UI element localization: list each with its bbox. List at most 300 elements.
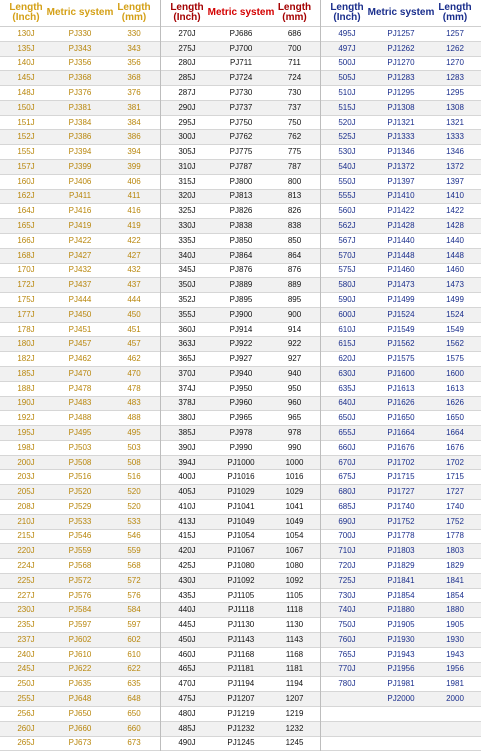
table-header bbox=[321, 0, 481, 27]
cell-length-mm: 900 bbox=[287, 309, 302, 319]
cell-length-inch: 770J bbox=[338, 664, 356, 674]
cell-length-mm: 960 bbox=[287, 398, 302, 408]
table-row bbox=[161, 485, 320, 500]
cell-metric-system: PJ648 bbox=[68, 694, 92, 704]
cell-metric-system: PJ1880 bbox=[387, 605, 415, 615]
cell-length-mm: 838 bbox=[287, 221, 302, 231]
cell-length-mm: 559 bbox=[127, 546, 141, 556]
cell-length-inch: 560J bbox=[338, 206, 356, 216]
cell-length-mm: 516 bbox=[127, 472, 141, 482]
cell-length-inch: 635J bbox=[338, 383, 356, 393]
cell-length-inch: 290J bbox=[178, 102, 196, 112]
cell-metric-system: PJ1460 bbox=[387, 265, 415, 275]
cell-length-inch: 440J bbox=[178, 605, 196, 615]
cell-metric-system: PJ437 bbox=[68, 280, 92, 290]
cell-length-inch: 490J bbox=[178, 738, 196, 748]
cell-metric-system: PJ572 bbox=[68, 575, 92, 585]
table-row bbox=[321, 426, 481, 441]
table-row bbox=[0, 42, 160, 57]
cell-metric-system: PJ900 bbox=[229, 309, 253, 319]
cell-metric-system: PJ503 bbox=[68, 442, 92, 452]
table-row bbox=[161, 352, 320, 367]
cell-length-inch: 210J bbox=[17, 516, 35, 526]
cell-length-inch: 152J bbox=[17, 132, 35, 142]
cell-length-mm: 1930 bbox=[446, 634, 464, 644]
table-row bbox=[0, 278, 160, 293]
cell-length-inch: 540J bbox=[338, 161, 356, 171]
cell-length-inch: 240J bbox=[17, 649, 35, 659]
table-header bbox=[161, 0, 320, 27]
cell-length-mm: 1207 bbox=[285, 694, 304, 704]
cell-length-inch: 255J bbox=[17, 694, 35, 704]
cell-length-inch: 157J bbox=[17, 161, 35, 171]
cell-length-mm: 1194 bbox=[285, 679, 304, 689]
cell-length-inch: 520J bbox=[338, 117, 356, 127]
table-row bbox=[321, 308, 481, 323]
cell-length-inch: 730J bbox=[338, 590, 356, 600]
table-row bbox=[161, 145, 320, 160]
cell-length-mm: 965 bbox=[287, 413, 302, 423]
table-row bbox=[0, 57, 160, 72]
cell-metric-system: PJ1440 bbox=[387, 235, 415, 245]
cell-length-mm: 568 bbox=[127, 561, 141, 571]
cell-metric-system: PJ1613 bbox=[387, 383, 415, 393]
table-body bbox=[161, 27, 320, 751]
cell-length-inch: 190J bbox=[17, 398, 35, 408]
cell-length-inch: 720J bbox=[338, 561, 356, 571]
table-row bbox=[321, 204, 481, 219]
cell-metric-system: PJ800 bbox=[229, 176, 253, 186]
cell-length-mm: 384 bbox=[127, 117, 141, 127]
table-row bbox=[321, 737, 481, 751]
cell-length-inch: 780J bbox=[338, 679, 356, 689]
table-row bbox=[321, 603, 481, 618]
cell-length-inch: 192J bbox=[17, 413, 35, 423]
cell-metric-system: PJ950 bbox=[229, 383, 253, 393]
cell-length-mm: 597 bbox=[127, 620, 141, 630]
cell-metric-system: PJ850 bbox=[229, 235, 253, 245]
cell-length-inch: 470J bbox=[178, 679, 196, 689]
table-row bbox=[321, 116, 481, 131]
cell-length-mm: 437 bbox=[127, 280, 141, 290]
table-row bbox=[0, 86, 160, 101]
table-row bbox=[321, 515, 481, 530]
cell-length-inch: 310J bbox=[178, 161, 196, 171]
cell-length-inch: 475J bbox=[178, 694, 196, 704]
cell-metric-system: PJ399 bbox=[68, 161, 92, 171]
cell-length-mm: 457 bbox=[127, 339, 141, 349]
cell-length-inch: 135J bbox=[17, 43, 35, 53]
cell-metric-system: PJ1715 bbox=[387, 472, 415, 482]
cell-metric-system: PJ559 bbox=[68, 546, 92, 556]
table-row bbox=[161, 130, 320, 145]
cell-metric-system: PJ422 bbox=[68, 235, 92, 245]
cell-metric-system: PJ622 bbox=[68, 664, 92, 674]
cell-metric-system: PJ1562 bbox=[387, 339, 415, 349]
cell-length-mm: 376 bbox=[127, 88, 141, 98]
table-row bbox=[161, 160, 320, 175]
cell-length-mm: 419 bbox=[127, 221, 141, 231]
header-length-inch: Length (Inch) bbox=[9, 2, 43, 23]
cell-length-inch: 162J bbox=[17, 191, 35, 201]
cell-metric-system: PJ1410 bbox=[387, 191, 415, 201]
cell-length-inch: 630J bbox=[338, 368, 356, 378]
cell-metric-system: PJ1752 bbox=[387, 516, 415, 526]
cell-length-mm: 1181 bbox=[285, 664, 304, 674]
cell-metric-system: PJ1029 bbox=[227, 487, 255, 497]
cell-metric-system: PJ1262 bbox=[387, 43, 415, 53]
cell-length-inch: 550J bbox=[338, 176, 356, 186]
cell-metric-system: PJ343 bbox=[68, 43, 92, 53]
cell-length-inch: 690J bbox=[338, 516, 356, 526]
cell-length-inch: 198J bbox=[17, 442, 35, 452]
cell-length-inch: 177J bbox=[17, 309, 35, 319]
table-row bbox=[161, 707, 320, 722]
cell-length-mm: 1943 bbox=[446, 649, 464, 659]
table-row bbox=[161, 382, 320, 397]
table-row bbox=[0, 116, 160, 131]
cell-length-mm: 343 bbox=[127, 43, 141, 53]
cell-length-mm: 850 bbox=[287, 235, 302, 245]
table-row bbox=[0, 456, 160, 471]
cell-metric-system: PJ700 bbox=[229, 43, 253, 53]
cell-length-inch: 140J bbox=[17, 58, 35, 68]
cell-length-inch: 305J bbox=[178, 147, 196, 157]
cell-length-inch: 425J bbox=[178, 561, 196, 571]
table-body bbox=[321, 27, 481, 751]
cell-metric-system: PJ813 bbox=[229, 191, 253, 201]
cell-length-inch: 670J bbox=[338, 457, 356, 467]
cell-metric-system: PJ762 bbox=[229, 132, 253, 142]
table-row bbox=[321, 722, 481, 737]
cell-length-mm: 724 bbox=[287, 73, 302, 83]
cell-length-mm: 1460 bbox=[446, 265, 464, 275]
cell-metric-system: PJ533 bbox=[68, 516, 92, 526]
cell-length-inch: 363J bbox=[178, 339, 196, 349]
cell-metric-system: PJ1803 bbox=[387, 546, 415, 556]
cell-length-inch: 205J bbox=[17, 487, 35, 497]
cell-length-mm: 1880 bbox=[446, 605, 464, 615]
cell-length-mm: 1219 bbox=[285, 708, 304, 718]
cell-length-mm: 444 bbox=[127, 294, 141, 304]
cell-length-inch: 195J bbox=[17, 427, 35, 437]
cell-length-mm: 1283 bbox=[446, 73, 464, 83]
cell-length-mm: 546 bbox=[127, 531, 141, 541]
table-row bbox=[321, 382, 481, 397]
cell-length-inch: 335J bbox=[178, 235, 196, 245]
cell-length-mm: 2000 bbox=[446, 694, 464, 704]
cell-metric-system: PJ576 bbox=[68, 590, 92, 600]
cell-length-mm: 1245 bbox=[285, 738, 304, 748]
cell-length-mm: 1562 bbox=[446, 339, 464, 349]
cell-length-mm: 356 bbox=[127, 58, 141, 68]
table-row bbox=[0, 337, 160, 352]
size-table-block-3 bbox=[320, 0, 481, 751]
cell-metric-system: PJ775 bbox=[229, 147, 253, 157]
table-row bbox=[0, 204, 160, 219]
cell-length-inch: 145J bbox=[17, 73, 35, 83]
cell-length-mm: 1854 bbox=[446, 590, 464, 600]
table-row bbox=[0, 219, 160, 234]
table-header bbox=[0, 0, 160, 27]
cell-length-inch: 155J bbox=[17, 147, 35, 157]
cell-metric-system: PJ384 bbox=[68, 117, 92, 127]
table-row bbox=[321, 411, 481, 426]
cell-length-inch: 505J bbox=[338, 73, 356, 83]
cell-metric-system: PJ864 bbox=[229, 250, 253, 260]
table-row bbox=[161, 57, 320, 72]
cell-metric-system: PJ1118 bbox=[228, 605, 254, 615]
cell-length-inch: 465J bbox=[178, 664, 196, 674]
table-row bbox=[0, 190, 160, 205]
cell-metric-system: PJ965 bbox=[229, 413, 253, 423]
table-row bbox=[161, 603, 320, 618]
cell-length-mm: 1092 bbox=[285, 575, 304, 585]
cell-length-mm: 1841 bbox=[446, 575, 464, 585]
cell-length-inch: 345J bbox=[178, 265, 196, 275]
cell-length-inch: 182J bbox=[17, 354, 35, 364]
header-length-mm: Length (mm) bbox=[438, 2, 472, 23]
cell-length-inch: 188J bbox=[17, 383, 35, 393]
cell-length-inch: 480J bbox=[178, 708, 196, 718]
table-row bbox=[161, 574, 320, 589]
table-row bbox=[321, 663, 481, 678]
cell-length-mm: 495 bbox=[127, 427, 141, 437]
cell-metric-system: PJ529 bbox=[68, 501, 92, 511]
table-row bbox=[0, 397, 160, 412]
cell-length-mm: 650 bbox=[127, 708, 141, 718]
cell-metric-system: PJ520 bbox=[68, 487, 92, 497]
table-row bbox=[0, 692, 160, 707]
cell-length-inch: 750J bbox=[338, 620, 356, 630]
cell-metric-system: PJ1676 bbox=[387, 442, 415, 452]
cell-length-inch: 295J bbox=[178, 117, 196, 127]
cell-length-inch: 180J bbox=[17, 339, 35, 349]
table-row bbox=[321, 249, 481, 264]
table-row bbox=[321, 544, 481, 559]
table-row bbox=[0, 352, 160, 367]
cell-length-mm: 584 bbox=[127, 605, 141, 615]
table-row bbox=[321, 574, 481, 589]
cell-length-mm: 1778 bbox=[446, 531, 464, 541]
cell-length-inch: 600J bbox=[338, 309, 356, 319]
cell-length-inch: 530J bbox=[338, 147, 356, 157]
cell-length-mm: 1740 bbox=[446, 501, 464, 511]
cell-metric-system: PJ1549 bbox=[387, 324, 415, 334]
cell-metric-system: PJ1049 bbox=[227, 516, 255, 526]
cell-metric-system: PJ444 bbox=[68, 294, 92, 304]
cell-length-mm: 673 bbox=[127, 738, 141, 748]
cell-metric-system: PJ568 bbox=[68, 561, 92, 571]
cell-length-mm: 1000 bbox=[285, 457, 304, 467]
table-row bbox=[321, 633, 481, 648]
cell-metric-system: PJ1372 bbox=[387, 161, 415, 171]
cell-length-inch: 740J bbox=[338, 605, 356, 615]
table-row bbox=[0, 382, 160, 397]
cell-length-inch: 567J bbox=[338, 235, 356, 245]
cell-length-inch: 675J bbox=[338, 472, 356, 482]
cell-length-mm: 1473 bbox=[446, 280, 464, 290]
table-row bbox=[321, 707, 481, 722]
cell-metric-system: PJ1626 bbox=[387, 398, 415, 408]
cell-metric-system: PJ483 bbox=[68, 398, 92, 408]
table-row bbox=[321, 234, 481, 249]
cell-metric-system: PJ673 bbox=[68, 738, 92, 748]
cell-metric-system: PJ470 bbox=[68, 368, 92, 378]
cell-length-mm: 1321 bbox=[446, 117, 464, 127]
cell-metric-system: PJ394 bbox=[68, 147, 92, 157]
table-row bbox=[321, 500, 481, 515]
table-row bbox=[321, 337, 481, 352]
cell-length-inch: 685J bbox=[338, 501, 356, 511]
cell-length-mm: 1270 bbox=[446, 58, 464, 68]
table-row bbox=[0, 101, 160, 116]
table-row bbox=[0, 530, 160, 545]
cell-length-mm: 1029 bbox=[285, 487, 304, 497]
cell-length-mm: 876 bbox=[287, 265, 302, 275]
cell-metric-system: PJ1524 bbox=[387, 309, 415, 319]
table-row bbox=[321, 293, 481, 308]
table-row bbox=[0, 500, 160, 515]
cell-length-inch: 237J bbox=[17, 634, 35, 644]
table-row bbox=[0, 618, 160, 633]
cell-length-mm: 787 bbox=[287, 161, 302, 171]
cell-length-inch: 352J bbox=[178, 294, 196, 304]
table-row bbox=[161, 308, 320, 323]
table-row bbox=[161, 663, 320, 678]
cell-metric-system: PJ1664 bbox=[387, 427, 415, 437]
cell-length-mm: 826 bbox=[287, 206, 302, 216]
cell-length-inch: 350J bbox=[178, 280, 196, 290]
cell-length-inch: 151J bbox=[17, 117, 35, 127]
cell-length-mm: 1428 bbox=[446, 221, 464, 231]
cell-metric-system: PJ686 bbox=[229, 28, 253, 38]
cell-metric-system: PJ386 bbox=[68, 132, 92, 142]
table-row bbox=[161, 27, 320, 42]
table-row bbox=[161, 692, 320, 707]
cell-length-inch: 450J bbox=[178, 634, 196, 644]
cell-length-mm: 775 bbox=[287, 147, 302, 157]
cell-length-mm: 1232 bbox=[285, 723, 304, 733]
cell-metric-system: PJ1181 bbox=[227, 664, 255, 674]
cell-metric-system: PJ750 bbox=[229, 117, 253, 127]
cell-length-mm: 622 bbox=[127, 664, 141, 674]
table-row bbox=[321, 323, 481, 338]
cell-length-mm: 813 bbox=[287, 191, 302, 201]
cell-metric-system: PJ1283 bbox=[387, 73, 415, 83]
cell-length-inch: 765J bbox=[338, 649, 356, 659]
cell-metric-system: PJ1270 bbox=[387, 58, 415, 68]
table-row bbox=[161, 470, 320, 485]
cell-length-mm: 1016 bbox=[285, 472, 304, 482]
cell-metric-system: PJ1981 bbox=[387, 679, 415, 689]
table-row bbox=[0, 323, 160, 338]
cell-length-mm: 762 bbox=[287, 132, 302, 142]
cell-metric-system: PJ427 bbox=[68, 250, 92, 260]
cell-metric-system: PJ451 bbox=[68, 324, 92, 334]
cell-metric-system: PJ419 bbox=[68, 221, 92, 231]
cell-metric-system: PJ1702 bbox=[387, 457, 415, 467]
table-row bbox=[161, 219, 320, 234]
cell-length-inch: 420J bbox=[178, 546, 196, 556]
cell-metric-system: PJ1956 bbox=[387, 664, 415, 674]
table-row bbox=[321, 692, 481, 707]
cell-length-inch: 300J bbox=[178, 132, 196, 142]
table-row bbox=[0, 160, 160, 175]
cell-length-inch: 164J bbox=[17, 206, 35, 216]
cell-metric-system: PJ1600 bbox=[387, 368, 415, 378]
table-row bbox=[0, 515, 160, 530]
cell-length-mm: 427 bbox=[127, 250, 141, 260]
cell-length-inch: 385J bbox=[178, 427, 196, 437]
table-row bbox=[321, 42, 481, 57]
cell-length-mm: 990 bbox=[287, 442, 302, 452]
table-row bbox=[0, 544, 160, 559]
cell-length-inch: 370J bbox=[178, 368, 196, 378]
cell-length-mm: 411 bbox=[127, 191, 141, 201]
cell-length-inch: 620J bbox=[338, 354, 356, 364]
cell-length-inch: 590J bbox=[338, 294, 356, 304]
cell-length-inch: 315J bbox=[178, 176, 196, 186]
cell-length-mm: 1257 bbox=[446, 28, 464, 38]
cell-length-inch: 150J bbox=[17, 102, 35, 112]
table-row bbox=[161, 515, 320, 530]
table-row bbox=[161, 249, 320, 264]
cell-length-mm: 406 bbox=[127, 176, 141, 186]
cell-length-mm: 1956 bbox=[446, 664, 464, 674]
cell-length-inch: 570J bbox=[338, 250, 356, 260]
cell-length-inch: 640J bbox=[338, 398, 356, 408]
cell-length-mm: 1575 bbox=[446, 354, 464, 364]
table-row bbox=[161, 278, 320, 293]
cell-metric-system: PJ1575 bbox=[387, 354, 415, 364]
table-row bbox=[0, 264, 160, 279]
table-row bbox=[161, 722, 320, 737]
cell-metric-system: PJ488 bbox=[68, 413, 92, 423]
cell-length-mm: 1295 bbox=[446, 88, 464, 98]
cell-length-inch: 405J bbox=[178, 487, 196, 497]
cell-length-mm: 462 bbox=[127, 354, 141, 364]
cell-length-inch: 460J bbox=[178, 649, 196, 659]
cell-length-mm: 520 bbox=[127, 487, 141, 497]
cell-length-mm: 1168 bbox=[285, 649, 304, 659]
cell-length-inch: 497J bbox=[338, 43, 356, 53]
cell-metric-system: PJ1168 bbox=[227, 649, 255, 659]
cell-metric-system: PJ1257 bbox=[387, 28, 415, 38]
cell-metric-system: PJ826 bbox=[229, 206, 253, 216]
cell-length-inch: 760J bbox=[338, 634, 356, 644]
table-row bbox=[321, 559, 481, 574]
cell-length-mm: 1130 bbox=[285, 620, 304, 630]
cell-length-inch: 562J bbox=[338, 221, 356, 231]
cell-length-inch: 650J bbox=[338, 413, 356, 423]
table-row bbox=[0, 71, 160, 86]
cell-metric-system: PJ711 bbox=[229, 58, 253, 68]
cell-length-inch: 260J bbox=[17, 723, 35, 733]
cell-length-mm: 1118 bbox=[286, 605, 303, 615]
cell-length-inch: 203J bbox=[17, 472, 35, 482]
cell-length-mm: 1626 bbox=[446, 398, 464, 408]
cell-length-inch: 575J bbox=[338, 265, 356, 275]
cell-metric-system: PJ927 bbox=[229, 354, 253, 364]
cell-length-mm: 1105 bbox=[285, 590, 304, 600]
table-row bbox=[161, 500, 320, 515]
cell-metric-system: PJ635 bbox=[68, 679, 92, 689]
cell-metric-system: PJ1727 bbox=[387, 487, 415, 497]
cell-length-inch: 495J bbox=[338, 28, 356, 38]
cell-metric-system: PJ660 bbox=[68, 723, 92, 733]
table-row bbox=[0, 441, 160, 456]
